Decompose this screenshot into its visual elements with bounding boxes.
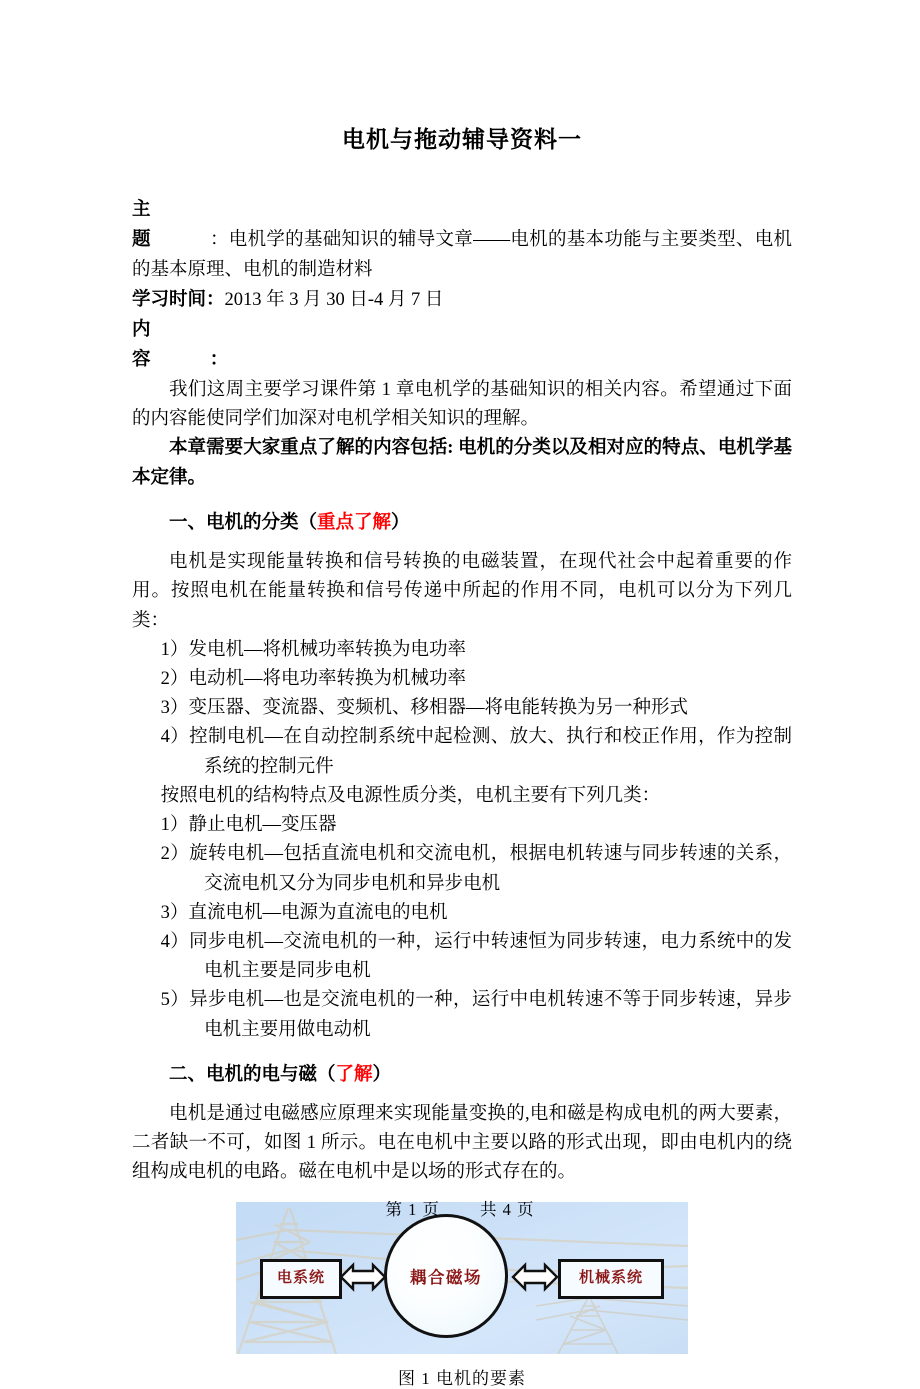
list-marker: 3）: [160, 698, 189, 719]
double-arrow-right-icon: [511, 1262, 559, 1292]
section-1-heading-text: 一、电机的分类（: [169, 512, 318, 533]
list-text: 发电机—将机械功率转换为电功率: [188, 639, 466, 660]
list-marker: 2）: [160, 668, 189, 689]
footer-total-pages: 共 4 页: [480, 1200, 535, 1219]
list-text: 旋转电机—包括直流电机和交流电机，根据电机转速与同步转速的关系，交流电机又分为同步电机和异步电机: [189, 844, 792, 894]
figure-box-electrical-system: 电系统: [260, 1259, 342, 1299]
intro-paragraph-1: 我们这周主要学习课件第 1 章电机学的基础知识的相关内容。希望通过下面的内容能使同学们加深对电机学相关知识的理解。: [132, 380, 792, 430]
list-marker: 3）: [160, 902, 189, 923]
list-item: [161, 723, 792, 781]
subject-value: ：电机学的基础知识的辅导文章——电机的基本功能与主要类型、电机的基本原理、电机的制造材料: [132, 230, 792, 281]
section-2-heading: [132, 1061, 792, 1090]
figure-1: [132, 1202, 792, 1389]
section-2-heading-tail: ）: [372, 1064, 392, 1085]
study-time-row: [132, 286, 792, 316]
document-content: [132, 0, 792, 1389]
section-2-heading-highlight: 了解: [335, 1064, 373, 1085]
list-marker: 1）: [160, 815, 189, 836]
subject-row: [132, 196, 792, 286]
list-marker: 5）: [160, 990, 190, 1011]
section-1-heading-tail: ）: [391, 512, 410, 533]
list-marker: 1）: [160, 639, 189, 660]
classification-list-b: [132, 811, 792, 1045]
double-arrow-left-icon: [339, 1262, 387, 1292]
list-text: 变压器、变流器、变频机、移相器—将电能转换为另一种形式: [188, 698, 688, 719]
study-time-value: 2013 年 3 月 30 日-4 月 7 日: [224, 290, 444, 311]
list-text: 静止电机—变压器: [188, 815, 337, 836]
list-marker: 4）: [160, 727, 190, 748]
figure-caption: 图 1 电机的要素: [398, 1368, 526, 1388]
figure-circle-coupling-field: 耦合磁场: [384, 1214, 508, 1338]
list-item: [161, 986, 792, 1044]
classification-lead-line-b: 按照电机的结构特点及电源性质分类，电机主要有下列几类：: [160, 785, 661, 806]
meta-block: [132, 196, 792, 376]
list-item: [161, 840, 792, 898]
list-item: [161, 928, 792, 986]
content-colon: ：: [209, 350, 229, 371]
page-footer: [0, 1196, 920, 1220]
list-item: [161, 694, 792, 723]
subject-label: 主题: [132, 200, 190, 251]
list-item: [161, 665, 792, 694]
intro-paragraph-2: 本章需要大家重点了解的内容包括: 电机的分类以及相对应的特点、电机学基本定律。: [132, 438, 792, 488]
page-title: 电机与拖动辅导资料一: [342, 127, 582, 152]
list-text: 异步电机—也是交流电机的一种，运行中电机转速不等于同步转速，异步电机主要用做电动机: [189, 990, 792, 1040]
section-1-heading: [132, 509, 792, 538]
list-marker: 4）: [160, 931, 190, 952]
classification-list-a: [132, 636, 792, 782]
figure-box-mechanical-system: 机械系统: [558, 1259, 664, 1299]
list-text: 直流电机—电源为直流电的电机: [188, 902, 448, 923]
section-1-heading-highlight: 重点了解: [317, 512, 392, 533]
content-row: [132, 316, 792, 376]
study-time-label: 学习时间：: [132, 290, 225, 311]
list-text: 电动机—将电功率转换为机械功率: [188, 668, 466, 689]
footer-current-page: 第 1 页: [385, 1200, 440, 1219]
list-item: [161, 811, 792, 840]
list-text: 同步电机—交流电机的一种，运行中转速恒为同步转速，电力系统中的发电机主要是同步电机: [189, 931, 792, 982]
section-2-heading-text: 二、电机的电与磁（: [169, 1064, 336, 1085]
section-1-intro-paragraph: 电机是实现能量转换和信号转换的电磁装置，在现代社会中起着重要的作用。按照电机在能量转换和信号传递中所起的作用不同，电机可以分为下列几类：: [132, 552, 792, 631]
figure-image: [236, 1202, 688, 1354]
list-marker: 2）: [160, 844, 190, 865]
content-label: 内容: [132, 320, 190, 371]
section-2-paragraph: 电机是通过电磁感应原理来实现能量变换的,电和磁是构成电机的两大要素，二者缺一不可，如图 1 所示。电在电机中主要以路的形式出现，即由电机内的绕组构成电机的电路。磁在电机中是以场的形式存在的。: [132, 1104, 792, 1183]
list-item: [161, 899, 792, 928]
list-item: [161, 636, 792, 665]
list-text: 控制电机—在自动控制系统中起检测、放大、执行和校正作用，作为控制系统的控制元件: [189, 727, 792, 777]
